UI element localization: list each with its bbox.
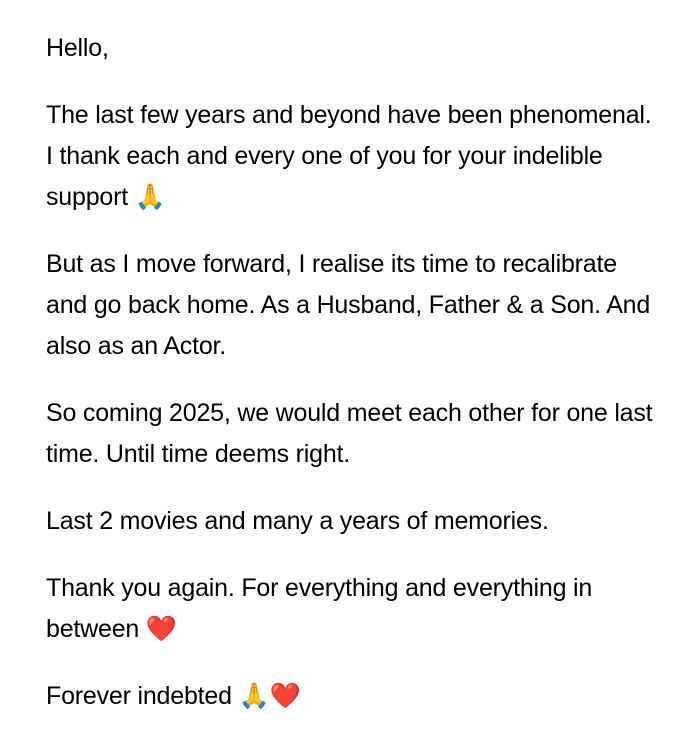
note-paragraph-coming-2025: So coming 2025, we would meet each other for one last time. Until time deems right.: [46, 399, 660, 468]
note-paragraph-thank-you-again: Thank you again. For everything and everything in between ❤️: [46, 574, 599, 643]
note-paragraph-greeting: Hello,: [46, 34, 109, 62]
note-paragraph-forever-indebted: Forever indebted 🙏❤️: [46, 682, 301, 710]
note-paragraph-moving-forward: But as I move forward, I realise its time to recalibrate and go back home. As a Husband, Father & a Son. And also as an Actor.: [46, 250, 657, 360]
note-paragraph-memories: Last 2 movies and many a years of memories.: [46, 507, 549, 535]
note-paragraph-thanks: The last few years and beyond have been phenomenal. I thank each and every one of you for your indelible support 🙏: [46, 101, 659, 211]
